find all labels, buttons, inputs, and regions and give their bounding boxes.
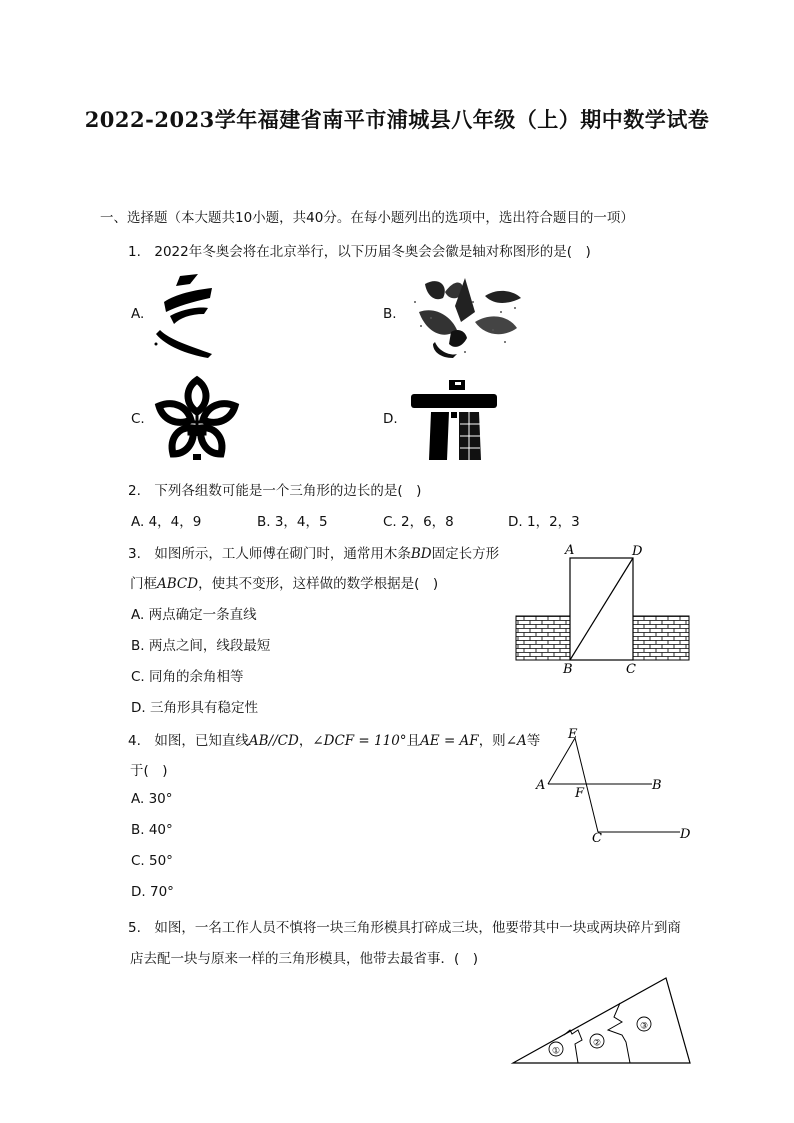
q3-label-d: D <box>632 544 643 559</box>
q3-left-brick-wall <box>516 616 570 660</box>
q1-emblem-c-image <box>153 374 241 462</box>
q2-option-d[interactable]: D. 1，2，3 <box>508 514 580 530</box>
q3-brace-bd <box>570 558 633 660</box>
q4-label-d: D <box>680 827 691 842</box>
q4-line1-text-mid: ， <box>298 733 313 749</box>
q5-piece-3-label: ③ <box>639 1021 649 1032</box>
q3-line1-math: BD <box>410 546 432 562</box>
q4-line1-math-parallel: AB//CD <box>248 733 299 749</box>
q2-option-b[interactable]: B. 3，4，5 <box>257 514 328 530</box>
q1-emblem-a-image <box>150 272 222 358</box>
q4-label-c: C <box>592 831 602 846</box>
q5-broken-triangle-figure <box>508 972 694 1068</box>
q1-option-d-label: D. <box>383 411 398 427</box>
q4-parallel-lines-figure <box>530 726 700 848</box>
q3-option-d[interactable]: D. 三角形具有稳定性 <box>131 700 258 716</box>
q4-segment-ec <box>575 738 598 832</box>
q4-line1-text-pre: 4. 如图，已知直线 <box>128 733 249 749</box>
q4-segment-ae <box>548 738 575 784</box>
page-title: 2022-2023学年福建省南平市浦城县八年级（上）期中数学试卷 <box>84 107 710 132</box>
q5-crack-1 <box>564 1030 582 1063</box>
question-4-stem-line1 <box>128 729 540 749</box>
question-1-stem: 1. 2022年冬奥会将在北京举行，以下历届冬奥会会徽是轴对称图形的是( ) <box>128 244 591 260</box>
q3-label-b: B <box>563 662 573 677</box>
q4-line1-text-post: 等 <box>526 733 541 749</box>
q5-piece-2-label: ② <box>592 1038 602 1049</box>
q4-label-b: B <box>652 778 662 793</box>
q3-line1-text-post: 固定长方形 <box>431 546 500 562</box>
q3-option-a[interactable]: A. 两点确定一条直线 <box>131 607 257 623</box>
q1-option-b-label: B. <box>383 306 397 322</box>
q5-triangle-outline <box>513 978 690 1063</box>
q3-line2-text-post: ，使其不变形，这样做的数学根据是( ) <box>198 576 439 592</box>
q1-option-a-label: A. <box>131 306 145 322</box>
q4-option-a[interactable]: A. 30° <box>131 791 173 807</box>
question-3-stem-line1 <box>128 542 499 562</box>
q1-emblem-b-image <box>405 272 527 358</box>
q3-line2-text-pre: 门框 <box>130 576 157 592</box>
question-5-stem-line2: 店去配一块与原来一样的三角形模具，他带去最省事．( ) <box>130 951 479 967</box>
q2-option-c[interactable]: C. 2，6，8 <box>383 514 454 530</box>
q4-line1-math-equal: AE = AF <box>420 733 479 749</box>
question-2-stem: 2. 下列各组数可能是一个三角形的边长的是( ) <box>128 483 422 499</box>
q3-label-c: C <box>626 662 636 677</box>
q3-option-c[interactable]: C. 同角的余角相等 <box>131 669 244 685</box>
q3-line2-math: ABCD <box>157 576 199 592</box>
question-3-stem-line2 <box>130 572 438 592</box>
q3-line1-text-pre: 3. 如图所示，工人师傅在砌门时，通常用木条 <box>128 546 411 562</box>
q4-line1-text-mid2: 且 <box>406 733 421 749</box>
question-5-stem-line1: 5. 如图，一名工作人员不慎将一块三角形模具打碎成三块，他要带其中一块或两块碎片到商 <box>128 920 681 936</box>
q4-option-b[interactable]: B. 40° <box>131 822 173 838</box>
q1-emblem-d-image <box>405 378 503 462</box>
q4-line1-math-angle: ∠DCF = 110° <box>312 733 407 749</box>
q5-piece-1-label: ① <box>551 1046 561 1057</box>
q4-option-c[interactable]: C. 50° <box>131 853 173 869</box>
q1-option-c-label: C. <box>131 411 145 427</box>
q4-label-f: F <box>575 786 585 801</box>
q3-option-b[interactable]: B. 两点之间，线段最短 <box>131 638 271 654</box>
q5-crack-2 <box>608 1003 630 1063</box>
section-heading: 一、选择题（本大题共10小题，共40分。在每小题列出的选项中，选出符合题目的一项） <box>100 210 634 226</box>
q3-label-a: A <box>565 543 575 558</box>
q3-right-brick-wall <box>633 616 689 660</box>
q4-option-d[interactable]: D. 70° <box>131 884 174 900</box>
q4-label-e: E <box>568 727 578 742</box>
q4-line1-text-mid3: ，则 <box>478 733 506 749</box>
q4-line1-math-angle-a: ∠A <box>505 733 527 749</box>
question-4-stem-line2: 于( ) <box>130 763 168 779</box>
q2-option-a[interactable]: A. 4，4，9 <box>131 514 202 530</box>
q4-label-a: A <box>536 778 546 793</box>
q3-door-frame-figure <box>512 540 694 680</box>
